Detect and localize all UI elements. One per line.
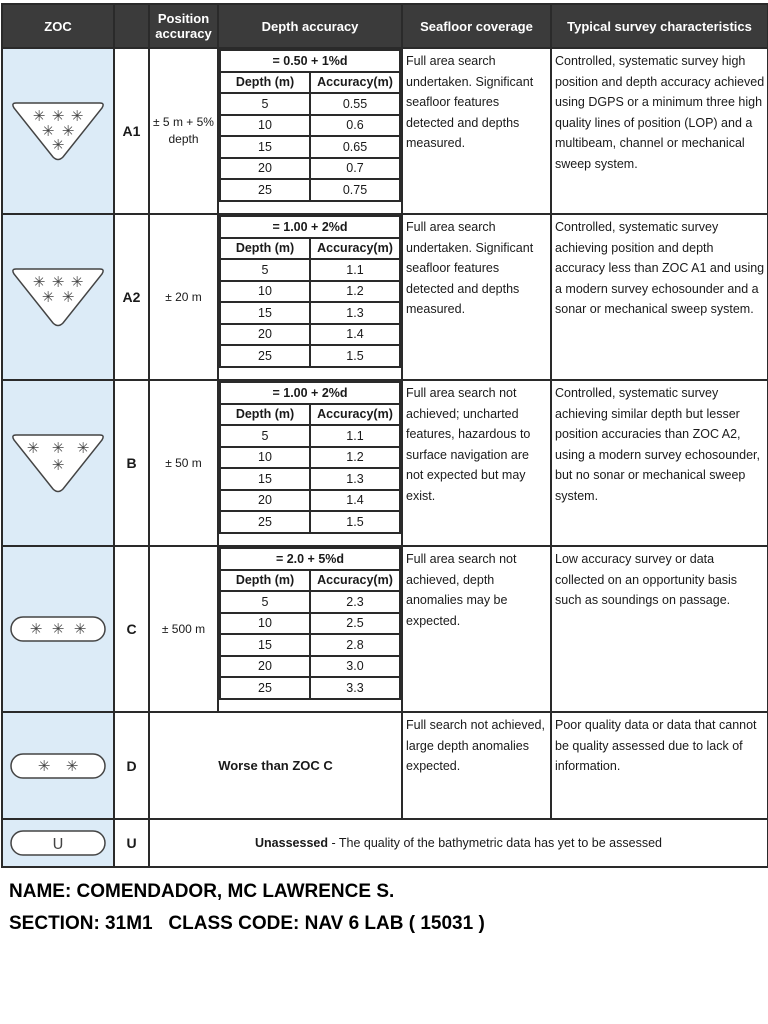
accuracy-value: 0.55 bbox=[310, 93, 400, 115]
svg-text:✳: ✳ bbox=[51, 456, 65, 474]
table-row bbox=[2, 819, 768, 867]
zoc-u-symbol-icon bbox=[8, 828, 108, 858]
depth-value: 15 bbox=[220, 302, 310, 324]
depth-accuracy-table bbox=[219, 547, 401, 700]
depth-col-header: Depth (m) bbox=[220, 570, 310, 592]
svg-text:✳: ✳ bbox=[61, 288, 75, 306]
svg-text:✳: ✳ bbox=[51, 107, 65, 125]
accuracy-value: 3.3 bbox=[310, 677, 400, 699]
depth-value: 5 bbox=[220, 425, 310, 447]
depth-value: 25 bbox=[220, 677, 310, 699]
position-accuracy: ± 5 m + 5% depth bbox=[149, 48, 218, 214]
svg-text:✳: ✳ bbox=[51, 439, 65, 457]
student-section: SECTION: 31M1 CLASS CODE: NAV 6 LAB ( 15031 ) bbox=[9, 913, 485, 934]
accuracy-value: 2.3 bbox=[310, 591, 400, 613]
svg-text:✳: ✳ bbox=[37, 756, 51, 775]
svg-text:✳: ✳ bbox=[70, 107, 84, 125]
survey-characteristics: Low accuracy survey or data collected on an opportunity basis such as soundings on passage. bbox=[551, 546, 768, 712]
unassessed-text: - The quality of the bathymetric data has yet to be assessed bbox=[327, 836, 662, 850]
seafloor-coverage: Full area search undertaken. Significant seafloor features detected and depths measured. bbox=[402, 48, 551, 214]
position-accuracy: ± 50 m bbox=[149, 380, 218, 546]
zoc-c-symbol-icon bbox=[8, 614, 108, 644]
depth-value: 20 bbox=[220, 158, 310, 180]
zoc-category: U bbox=[114, 819, 149, 867]
depth-col-header: Depth (m) bbox=[220, 404, 310, 426]
accuracy-col-header: Accuracy(m) bbox=[310, 570, 400, 592]
svg-text:✳: ✳ bbox=[32, 273, 46, 291]
table-row bbox=[2, 214, 768, 380]
depth-accuracy-cell bbox=[218, 214, 402, 380]
svg-text:✳: ✳ bbox=[73, 620, 87, 638]
zoc-symbol-cell bbox=[2, 546, 114, 712]
survey-characteristics: Poor quality data or data that cannot be quality assessed due to lack of information. bbox=[551, 712, 768, 819]
accuracy-value: 1.5 bbox=[310, 345, 400, 367]
zoc-a1-symbol-icon bbox=[8, 100, 108, 162]
zoc-u-symbol-letter: U bbox=[52, 835, 64, 853]
zoc-symbol-cell bbox=[2, 48, 114, 214]
depth-accuracy-table bbox=[219, 215, 401, 368]
unassessed-label: Unassessed bbox=[255, 836, 328, 850]
accuracy-value: 1.3 bbox=[310, 302, 400, 324]
header-position-accuracy: Position accuracy bbox=[149, 4, 218, 48]
student-info bbox=[9, 876, 485, 940]
depth-value: 15 bbox=[220, 136, 310, 158]
depth-value: 20 bbox=[220, 324, 310, 346]
svg-text:✳: ✳ bbox=[65, 756, 79, 775]
header-depth-accuracy: Depth accuracy bbox=[218, 4, 402, 48]
depth-value: 5 bbox=[220, 591, 310, 613]
svg-text:✳: ✳ bbox=[76, 439, 90, 457]
accuracy-value: 1.1 bbox=[310, 425, 400, 447]
accuracy-value: 0.75 bbox=[310, 179, 400, 201]
depth-formula: = 1.00 + 2%d bbox=[220, 382, 400, 404]
zoc-b-symbol-icon bbox=[8, 432, 108, 494]
accuracy-col-header: Accuracy(m) bbox=[310, 238, 400, 260]
svg-text:✳: ✳ bbox=[26, 439, 40, 457]
svg-text:✳: ✳ bbox=[41, 288, 55, 306]
seafloor-coverage: Full search not achieved, large depth anomalies expected. bbox=[402, 712, 551, 819]
accuracy-value: 2.5 bbox=[310, 613, 400, 635]
depth-accuracy-cell bbox=[218, 380, 402, 546]
worse-than-zoc-c: Worse than ZOC C bbox=[149, 712, 402, 819]
svg-text:✳: ✳ bbox=[41, 122, 55, 140]
accuracy-value: 1.1 bbox=[310, 259, 400, 281]
zoc-d-symbol-icon bbox=[8, 751, 108, 781]
depth-value: 5 bbox=[220, 93, 310, 115]
accuracy-value: 1.2 bbox=[310, 281, 400, 303]
depth-value: 20 bbox=[220, 656, 310, 678]
depth-formula: = 2.0 + 5%d bbox=[220, 548, 400, 570]
zoc-a2-symbol-icon bbox=[8, 266, 108, 328]
zoc-category: D bbox=[114, 712, 149, 819]
svg-text:✳: ✳ bbox=[51, 273, 65, 291]
depth-accuracy-table bbox=[219, 49, 401, 202]
accuracy-value: 2.8 bbox=[310, 634, 400, 656]
table-row bbox=[2, 546, 768, 712]
survey-characteristics: Controlled, systematic survey achieving position and depth accuracy less than ZOC A1 and using a modern survey echosounder and a sonar or mechanical sweep system. bbox=[551, 214, 768, 380]
depth-accuracy-table bbox=[219, 381, 401, 534]
table-row bbox=[2, 712, 768, 819]
position-accuracy: ± 20 m bbox=[149, 214, 218, 380]
svg-text:✳: ✳ bbox=[61, 122, 75, 140]
zoc-symbol-cell bbox=[2, 712, 114, 819]
accuracy-value: 1.4 bbox=[310, 324, 400, 346]
depth-value: 15 bbox=[220, 468, 310, 490]
accuracy-value: 0.6 bbox=[310, 115, 400, 137]
accuracy-value: 1.5 bbox=[310, 511, 400, 533]
header-zoc: ZOC bbox=[2, 4, 114, 48]
accuracy-value: 0.7 bbox=[310, 158, 400, 180]
header-survey-characteristics: Typical survey characteristics bbox=[551, 4, 768, 48]
depth-accuracy-cell bbox=[218, 48, 402, 214]
zoc-symbol-cell bbox=[2, 380, 114, 546]
depth-formula: = 1.00 + 2%d bbox=[220, 216, 400, 238]
depth-value: 20 bbox=[220, 490, 310, 512]
depth-col-header: Depth (m) bbox=[220, 72, 310, 94]
depth-formula: = 0.50 + 1%d bbox=[220, 50, 400, 72]
table-row bbox=[2, 48, 768, 214]
accuracy-col-header: Accuracy(m) bbox=[310, 404, 400, 426]
depth-value: 10 bbox=[220, 115, 310, 137]
accuracy-value: 1.2 bbox=[310, 447, 400, 469]
accuracy-value: 0.65 bbox=[310, 136, 400, 158]
depth-value: 10 bbox=[220, 281, 310, 303]
depth-value: 5 bbox=[220, 259, 310, 281]
svg-text:✳: ✳ bbox=[51, 136, 65, 154]
seafloor-coverage: Full area search not achieved; uncharted features, hazardous to surface navigation are not expected but may exist. bbox=[402, 380, 551, 546]
zoc-category: B bbox=[114, 380, 149, 546]
depth-value: 25 bbox=[220, 345, 310, 367]
svg-text:✳: ✳ bbox=[32, 107, 46, 125]
zoc-category: A1 bbox=[114, 48, 149, 214]
zoc-category: C bbox=[114, 546, 149, 712]
student-name: NAME: COMENDADOR, MC LAWRENCE S. bbox=[9, 881, 395, 902]
depth-col-header: Depth (m) bbox=[220, 238, 310, 260]
depth-value: 25 bbox=[220, 511, 310, 533]
accuracy-value: 3.0 bbox=[310, 656, 400, 678]
seafloor-coverage: Full area search undertaken. Significant seafloor features detected and depths measured. bbox=[402, 214, 551, 380]
seafloor-coverage: Full area search not achieved, depth anomalies may be expected. bbox=[402, 546, 551, 712]
table-header-row bbox=[2, 4, 768, 48]
depth-value: 25 bbox=[220, 179, 310, 201]
svg-text:✳: ✳ bbox=[70, 273, 84, 291]
position-accuracy: ± 500 m bbox=[149, 546, 218, 712]
depth-value: 10 bbox=[220, 613, 310, 635]
depth-value: 15 bbox=[220, 634, 310, 656]
survey-characteristics: Controlled, systematic survey high position and depth accuracy achieved using DGPS or a minimum three high quality lines of position (LOP) and a multibeam, channel or mechanical sweep system. bbox=[551, 48, 768, 214]
accuracy-value: 1.4 bbox=[310, 490, 400, 512]
depth-value: 10 bbox=[220, 447, 310, 469]
zoc-symbol-cell bbox=[2, 214, 114, 380]
header-seafloor-coverage: Seafloor coverage bbox=[402, 4, 551, 48]
zoc-category: A2 bbox=[114, 214, 149, 380]
zoc-table bbox=[1, 3, 768, 868]
table-row bbox=[2, 380, 768, 546]
svg-text:✳: ✳ bbox=[51, 620, 65, 638]
unassessed-description bbox=[149, 819, 768, 867]
svg-text:✳: ✳ bbox=[29, 620, 43, 638]
zoc-symbol-cell bbox=[2, 819, 114, 867]
depth-accuracy-cell bbox=[218, 546, 402, 712]
survey-characteristics: Controlled, systematic survey achieving similar depth but lesser position accuracies than ZOC A2, using a modern survey echosounder, but no sonar or mechanical sweep system. bbox=[551, 380, 768, 546]
accuracy-value: 1.3 bbox=[310, 468, 400, 490]
accuracy-col-header: Accuracy(m) bbox=[310, 72, 400, 94]
